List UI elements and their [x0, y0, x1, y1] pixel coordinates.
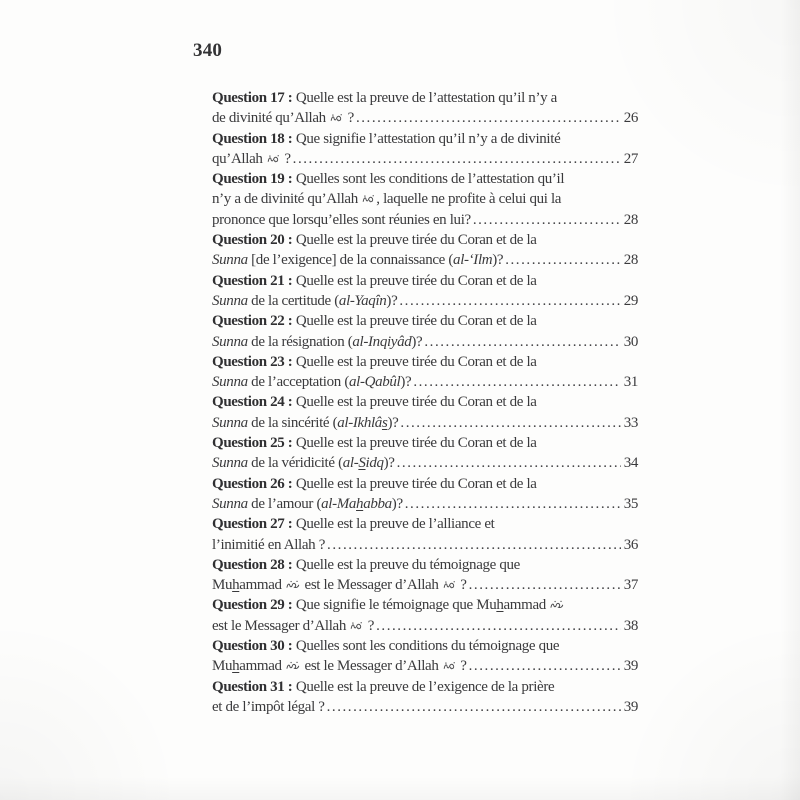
dotted-leader: [413, 372, 620, 392]
dotted-leader: [424, 332, 620, 352]
toc-page-number: 36: [623, 536, 638, 553]
toc-text-segment: S: [358, 455, 366, 472]
toc-text-segment: Sunna: [212, 252, 248, 269]
toc-entry: [212, 352, 638, 393]
toc-entry: [212, 230, 638, 271]
toc-entry: [212, 88, 638, 129]
toc-entry: [212, 474, 638, 515]
toc-text-segment: est le Messager d’Allah: [301, 658, 442, 675]
toc-text-segment: Question 21 :: [212, 272, 296, 289]
toc-text-segment: h: [496, 597, 504, 614]
prophet-honorific-icon: [285, 656, 301, 676]
toc-line: [212, 535, 638, 555]
toc-line: [212, 291, 638, 311]
toc-text-segment: al-Ma: [321, 495, 357, 512]
toc-page-number: 28: [623, 211, 638, 228]
toc-page-number: 26: [623, 110, 638, 127]
toc-text-segment: h: [232, 658, 240, 675]
toc-page-number: 39: [623, 698, 638, 715]
toc-line-text: [212, 210, 471, 230]
toc-line-text: [212, 679, 554, 695]
toc-text-segment: Question 24 :: [212, 394, 296, 411]
toc-line: [212, 250, 638, 270]
toc-entry: [212, 129, 638, 170]
toc-line: [212, 311, 638, 331]
toc-line-text: [212, 616, 374, 636]
toc-text-segment: est le Messager d’Allah: [212, 617, 350, 634]
dotted-leader: [399, 291, 620, 311]
toc-line: [212, 210, 638, 230]
toc-text-segment: de la véridicité (: [247, 455, 343, 472]
prophet-honorific-icon: [285, 575, 301, 595]
toc-line: [212, 656, 638, 676]
toc-text-segment: prononce que lorsqu’elles sont réunies en lui?: [212, 211, 471, 228]
dotted-leader: [376, 616, 621, 636]
toc-text-segment: ammad: [503, 597, 550, 614]
toc-text-segment: Quelle est la preuve du témoignage que: [295, 556, 520, 573]
allah-honorific-icon: [442, 575, 457, 595]
toc-line: [212, 636, 638, 656]
allah-honorific-icon: [361, 189, 376, 209]
toc-text-segment: Question 17 :: [212, 90, 296, 106]
toc-line: [212, 677, 638, 697]
toc-page-number: 39: [623, 658, 638, 675]
toc-text-segment: Quelle est la preuve tirée du Coran et de la: [295, 475, 537, 492]
toc-text-segment: ?: [280, 150, 291, 167]
toc-text-segment: Quelle est la preuve tirée du Coran et de la: [295, 313, 537, 330]
toc-line: [212, 352, 638, 372]
toc-line-text: [212, 191, 561, 207]
toc-text-segment: Question 30 :: [212, 638, 296, 655]
toc-text-segment: est le Messager d’Allah: [301, 577, 442, 594]
toc-line-text: [212, 697, 325, 717]
toc-text-segment: Sunna: [212, 414, 248, 431]
toc-text-segment: s: [381, 414, 388, 431]
toc-text-segment: Sunna: [212, 495, 248, 512]
toc-line-text: [212, 354, 537, 370]
toc-line: [212, 189, 638, 209]
toc-text-segment: de l’acceptation (: [247, 374, 349, 391]
toc-line-text: [212, 597, 565, 613]
toc-line-text: [212, 476, 537, 492]
toc-text-segment: ammad: [239, 658, 286, 675]
toc-page-number: 31: [623, 374, 638, 391]
dotted-leader: [400, 413, 620, 433]
toc-entry: [212, 433, 638, 474]
toc-text-segment: ?: [344, 110, 354, 127]
toc-line: [212, 474, 638, 494]
toc-line: [212, 514, 638, 534]
toc-text-segment: Sunna: [212, 455, 248, 472]
toc-text-segment: Quelle est la preuve tirée du Coran et de la: [295, 272, 537, 289]
toc-line: [212, 230, 638, 250]
toc-page-number: 37: [623, 577, 638, 594]
toc-text-segment: de la certitude (: [247, 292, 339, 309]
toc-text-segment: Quelle est la preuve de l’attestation qu’il n’y a: [295, 90, 557, 106]
toc-line-text: [212, 313, 537, 329]
toc-text-segment: de la résignation (: [247, 333, 353, 350]
toc-line: [212, 595, 638, 615]
toc-text-segment: )?: [400, 374, 412, 391]
toc-line: [212, 413, 638, 433]
toc-line: [212, 88, 638, 108]
toc-page-number: 28: [623, 252, 638, 269]
toc-text-segment: Question 19 :: [212, 171, 296, 188]
toc-line-text: [212, 232, 537, 248]
toc-text-segment: al-Inqiyâd: [352, 333, 412, 350]
toc-text-segment: Quelle est la preuve tirée du Coran et de la: [295, 353, 537, 370]
toc-text-segment: Quelles sont les conditions du témoignage que: [295, 638, 560, 655]
toc-line: [212, 108, 638, 128]
toc-text-segment: qu’Allah: [212, 150, 266, 167]
toc-line-text: [212, 149, 291, 169]
toc-text-segment: Question 27 :: [212, 516, 296, 533]
toc-text-segment: abba: [363, 495, 392, 512]
dotted-leader: [473, 210, 621, 230]
allah-honorific-icon: [349, 616, 364, 636]
toc-text-segment: )?: [391, 495, 403, 512]
toc-line-text: [212, 494, 403, 514]
toc-page-number: 29: [623, 292, 638, 309]
dotted-leader: [505, 250, 620, 270]
toc-line: [212, 453, 638, 473]
toc-text-segment: [de l’exigence] de la connaissance (: [247, 252, 454, 269]
toc-line-text: [212, 273, 537, 289]
toc-text-segment: Question 20 :: [212, 232, 296, 249]
toc-line-text: [212, 171, 564, 187]
toc-text-segment: ?: [456, 658, 467, 675]
toc-line: [212, 433, 638, 453]
toc-text-segment: Quelle est la preuve de l’alliance et: [295, 516, 495, 533]
toc-line: [212, 392, 638, 412]
toc-line: [212, 149, 638, 169]
toc-line: [212, 372, 638, 392]
dotted-leader: [327, 697, 621, 717]
toc-line-text: [212, 413, 398, 433]
toc-text-segment: al-Qabûl: [348, 374, 401, 391]
toc-line-text: [212, 372, 411, 392]
toc-entry: [212, 677, 638, 718]
toc-text-segment: Mu: [212, 577, 233, 594]
toc-entry: [212, 311, 638, 352]
toc-page-number: 38: [623, 617, 638, 634]
toc-page-number: 27: [623, 150, 638, 167]
toc-line-text: [212, 394, 537, 410]
toc-line-text: [212, 332, 422, 352]
toc-text-segment: et de l’impôt légal ?: [212, 698, 325, 715]
toc-text-segment: h: [356, 495, 364, 512]
toc-text-segment: l’inimitié en Allah ?: [212, 536, 326, 553]
toc-entry: [212, 595, 638, 636]
toc-line-text: [212, 638, 559, 654]
toc-text-segment: ?: [456, 577, 467, 594]
toc-entry: [212, 555, 638, 596]
dotted-leader: [397, 453, 621, 473]
toc-text-segment: idq: [365, 455, 384, 472]
toc-text-segment: Question 28 :: [212, 556, 296, 573]
toc-line: [212, 332, 638, 352]
allah-honorific-icon: [442, 656, 457, 676]
dotted-leader: [327, 535, 621, 555]
allah-honorific-icon: [329, 108, 344, 128]
toc-line-text: [212, 557, 520, 573]
toc-text-segment: Question 18 :: [212, 130, 296, 147]
toc-text-segment: )?: [411, 333, 423, 350]
toc-text-segment: Question 22 :: [212, 313, 296, 330]
toc-line-text: [212, 250, 503, 270]
toc-text-segment: Quelle est la preuve tirée du Coran et de la: [295, 232, 537, 249]
toc-line-text: [212, 575, 467, 595]
toc-text-segment: n’y a de divinité qu’Allah: [212, 191, 362, 208]
toc-line: [212, 494, 638, 514]
prophet-honorific-icon: [549, 595, 565, 615]
toc-text-segment: )?: [386, 292, 398, 309]
toc-entry: [212, 271, 638, 312]
toc-text-segment: Sunna: [212, 333, 248, 350]
toc-text-segment: h: [232, 577, 240, 594]
toc-line: [212, 129, 638, 149]
toc-text-segment: Question 29 :: [212, 597, 296, 614]
toc-page-number: 30: [623, 333, 638, 350]
page-number: 340: [193, 40, 223, 61]
toc-text-segment: de l’amour (: [247, 495, 322, 512]
toc-entry: [212, 514, 638, 555]
toc-text-segment: Question 31 :: [212, 678, 296, 695]
dotted-leader: [293, 149, 621, 169]
toc-text-segment: de divinité qu’Allah: [212, 110, 330, 127]
toc-text-segment: )?: [492, 252, 504, 269]
allah-honorific-icon: [266, 149, 281, 169]
toc-line-text: [212, 291, 397, 311]
dotted-leader: [469, 656, 621, 676]
toc-text-segment: ?: [364, 617, 375, 634]
toc-text-segment: al-‘Ilm: [453, 252, 493, 269]
toc-line: [212, 616, 638, 636]
toc-text-segment: al-Ikhlâ: [337, 414, 382, 431]
toc-line: [212, 555, 638, 575]
toc-line-text: [212, 656, 467, 676]
toc-page-number: 33: [623, 414, 638, 431]
toc-text-segment: Question 26 :: [212, 475, 296, 492]
toc-text-segment: )?: [387, 414, 399, 431]
toc-text-segment: al-: [342, 455, 359, 472]
table-of-contents: [212, 88, 638, 717]
toc-text-segment: Quelle est la preuve tirée du Coran et de la: [295, 435, 537, 452]
toc-text-segment: )?: [383, 455, 395, 472]
toc-page-number: 35: [623, 495, 638, 512]
toc-line: [212, 575, 638, 595]
toc-text-segment: Question 25 :: [212, 435, 296, 452]
toc-text-segment: Quelle est la preuve de l’exigence de la prière: [295, 678, 555, 695]
toc-line-text: [212, 131, 560, 147]
dotted-leader: [356, 108, 621, 128]
toc-line-text: [212, 535, 325, 555]
toc-text-segment: Que signifie l’attestation qu’il n’y a de divinité: [295, 130, 561, 147]
toc-text-segment: , laquelle ne profite à celui qui la: [376, 191, 562, 208]
toc-text-segment: Sunna: [212, 292, 248, 309]
toc-text-segment: ammad: [239, 577, 286, 594]
toc-text-segment: Que signifie le témoignage que Mu: [295, 597, 497, 614]
toc-line-text: [212, 453, 395, 473]
toc-line-text: [212, 108, 354, 128]
toc-text-segment: Sunna: [212, 374, 248, 391]
toc-line: [212, 271, 638, 291]
toc-page-number: 34: [623, 455, 638, 472]
toc-entry: [212, 636, 638, 677]
toc-line-text: [212, 435, 537, 451]
toc-line-text: [212, 516, 494, 532]
toc-entry: [212, 169, 638, 230]
toc-line: [212, 169, 638, 189]
toc-text-segment: Quelle est la preuve tirée du Coran et de la: [295, 394, 537, 411]
toc-text-segment: de la sincérité (: [247, 414, 338, 431]
toc-line-text: [212, 90, 557, 106]
dotted-leader: [405, 494, 621, 514]
toc-text-segment: Question 23 :: [212, 353, 296, 370]
toc-text-segment: Mu: [212, 658, 233, 675]
toc-entry: [212, 392, 638, 433]
dotted-leader: [469, 575, 621, 595]
toc-text-segment: al-Yaqîn: [338, 292, 387, 309]
toc-text-segment: Quelles sont les conditions de l’attestation qu’il: [295, 171, 565, 188]
toc-line: [212, 697, 638, 717]
